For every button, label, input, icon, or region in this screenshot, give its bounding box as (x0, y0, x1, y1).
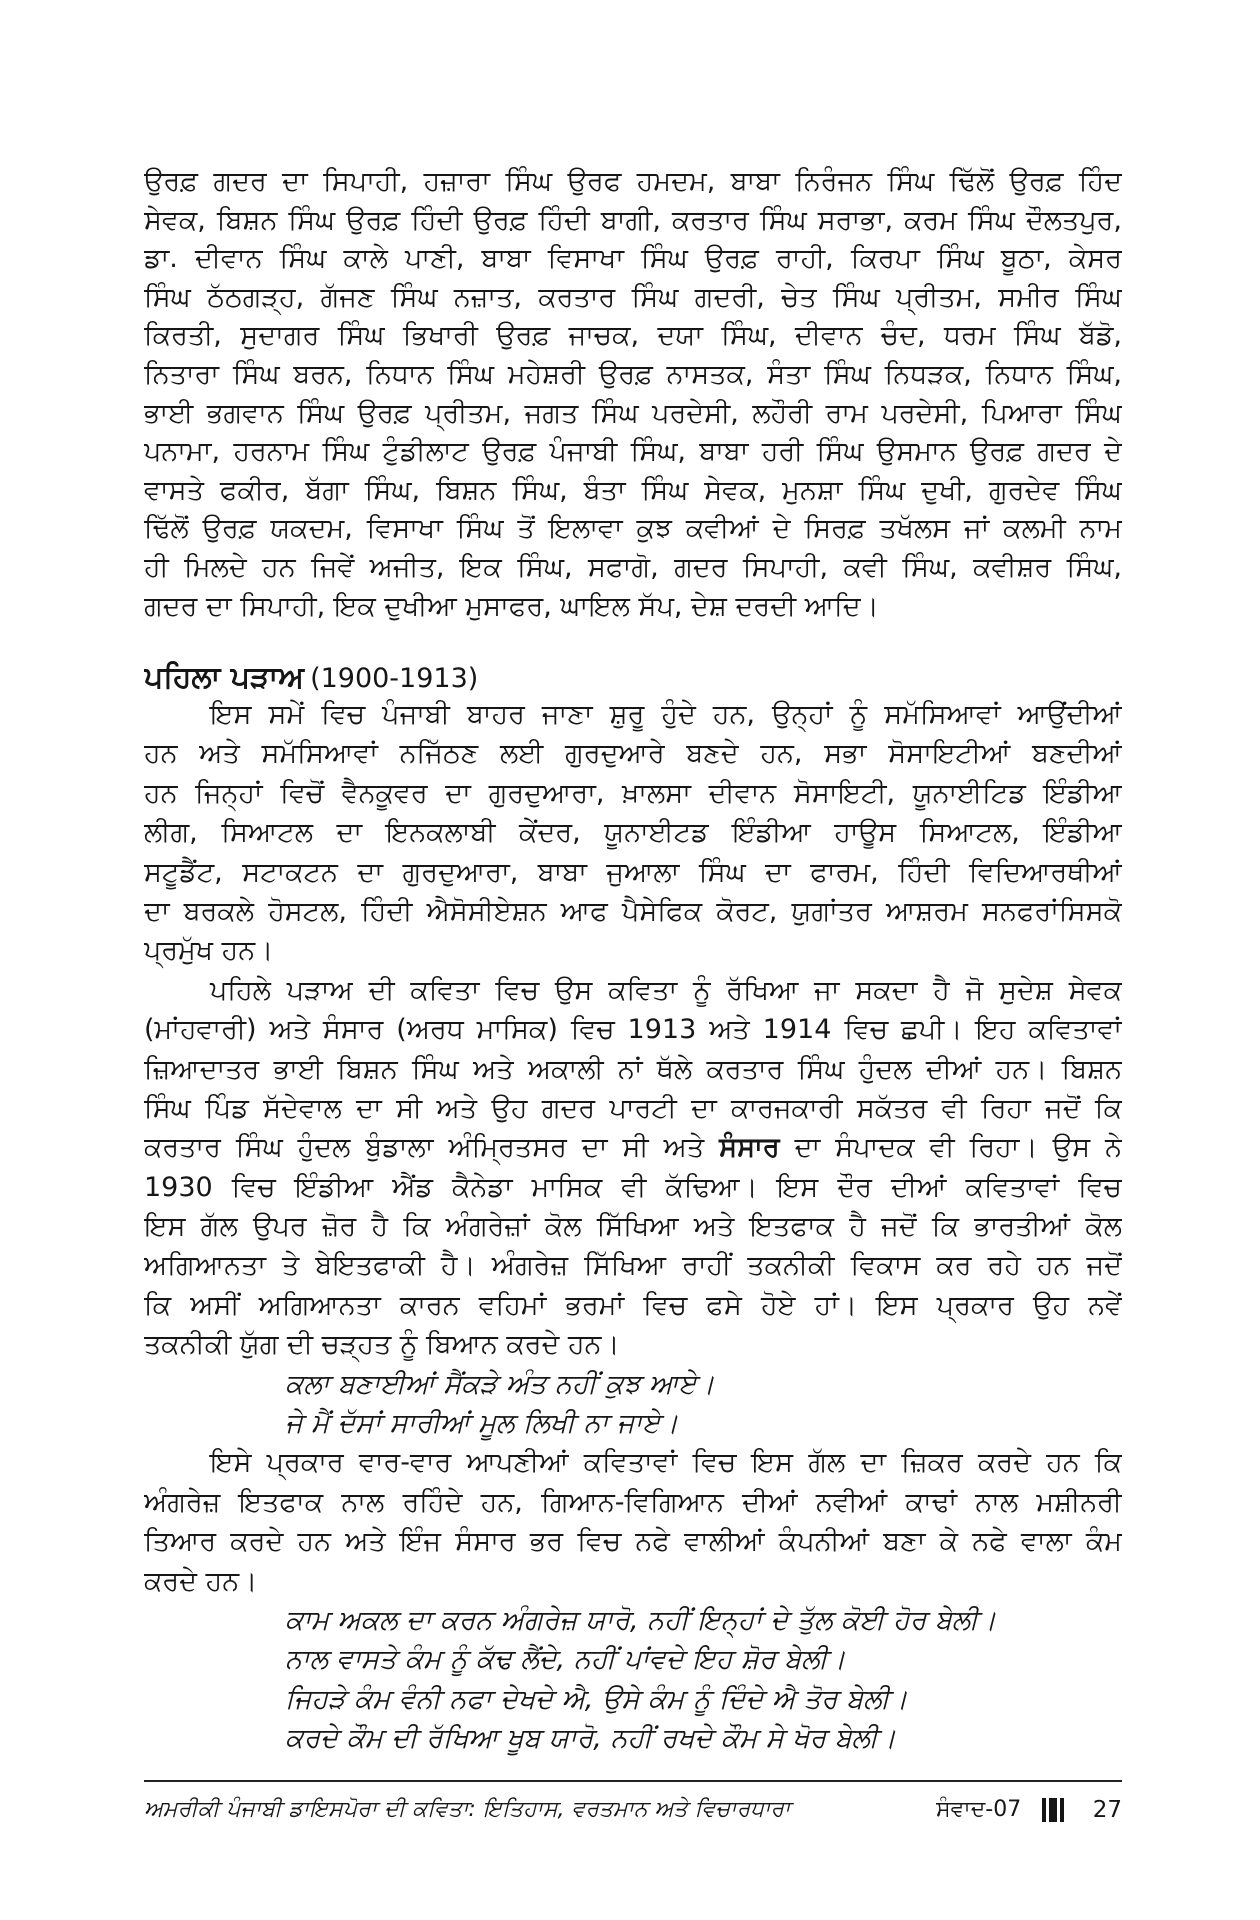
text-line: ਸਟੂਡੈਂਟ, ਸਟਾਕਟਨ ਦਾ ਗੁਰਦੁਆਰਾ, ਬਾਬਾ ਜੁਆਲਾ ਸਿੰਘ ਦਾ ਫਾਰਮ, ਹਿੰਦੀ ਵਿਦਿਆਰਥੀਆਂ (144, 856, 1122, 888)
running-title: ਅਮਰੀਕੀ ਪੰਜਾਬੀ ਡਾਇਸਪੋਰਾ ਦੀ ਕਵਿਤਾ: ਇਤਿਹਾਸ, ਵਰਤਮਾਨ ਅਤੇ ਵਿਚਾਰਧਾਰਾ (144, 1797, 791, 1822)
text-line: ਸਿੰਘ ਠੱਠਗੜ੍ਹ, ਗੱਜਣ ਸਿੰਘ ਨਜ਼ਾਤ, ਕਰਤਾਰ ਸਿੰਘ ਗਦਰੀ, ਚੇਤ ਸਿੰਘ ਪ੍ਰੀਤਮ, ਸਮੀਰ ਸਿੰਘ (144, 281, 1122, 313)
text-line: ਪਹਿਲੇ ਪੜਾਅ ਦੀ ਕਵਿਤਾ ਵਿਚ ਉਸ ਕਵਿਤਾ ਨੂੰ ਰੱਖਿਆ ਜਾ ਸਕਦਾ ਹੈ ਜੋ ਸੁਦੇਸ਼ ਸੇਵਕ (210, 974, 1122, 1006)
body-text (144, 695, 1122, 1759)
section-heading-title: ਪਹਿਲਾ ਪੜਾਅ (144, 661, 305, 695)
text-line: ਵਾਸਤੇ ਫਕੀਰ, ਬੱਗਾ ਸਿੰਘ, ਬਿਸ਼ਨ ਸਿੰਘ, ਬੰਤਾ ਸਿੰਘ ਸੇਵਕ, ਮੁਨਸ਼ਾ ਸਿੰਘ ਦੁਖੀ, ਗੁਰਦੇਵ ਸਿੰਘ (144, 474, 1122, 506)
vertical-bars-icon (1042, 1798, 1064, 1822)
text-line: ਕਿਰਤੀ, ਸੁਦਾਗਰ ਸਿੰਘ ਭਿਖਾਰੀ ਉਰਫ਼ ਜਾਚਕ, ਦਯਾ ਸਿੰਘ, ਦੀਵਾਨ ਚੰਦ, ਧਰਮ ਸਿੰਘ ਬੱਡੋ, (144, 320, 1122, 352)
paragraph (144, 163, 1122, 626)
text-line: ਦਾ ਬਰਕਲੇ ਹੋਸਟਲ, ਹਿੰਦੀ ਐਸੋਸੀਏਸ਼ਨ ਆਫ ਪੈਸੇਫਿਕ ਕੋਰਟ, ਯੁਗਾਂਤਰ ਆਸ਼ਰਮ ਸਨਫਰਾਂਸਿਸਕੋ (144, 895, 1122, 927)
verse-line: ਨਾਲ ਵਾਸਤੇ ਕੰਮ ਨੂੰ ਕੱਢ ਲੈਂਦੇ, ਨਹੀਂ ਪਾਂਵਦੇ ਇਹ ਸ਼ੋਰ ਬੇਲੀ। (285, 1644, 846, 1676)
verse-block (144, 1601, 1122, 1759)
text-line: (ਮਾਂਹਵਾਰੀ) ਅਤੇ ਸੰਸਾਰ (ਅਰਧ ਮਾਸਿਕ) ਵਿਚ 1913 ਅਤੇ 1914 ਵਿਚ ਛਪੀ। ਇਹ ਕਵਿਤਾਵਾਂ (144, 1014, 1122, 1046)
text-line: ਪ੍ਰਮੁੱਖ ਹਨ। (144, 935, 274, 967)
text-line: ਅਗਿਆਨਤਾ ਤੇ ਬੇਇਤਫਾਕੀ ਹੈ। ਅੰਗਰੇਜ਼ ਸਿੱਖਿਆ ਰਾਹੀਂ ਤਕਨੀਕੀ ਵਿਕਾਸ ਕਰ ਰਹੇ ਹਨ ਜਦੋਂ (144, 1250, 1122, 1282)
text-line: ਸਿੰਘ ਪਿੰਡ ਸੱਦੇਵਾਲ ਦਾ ਸੀ ਅਤੇ ਉਹ ਗਦਰ ਪਾਰਟੀ ਦਾ ਕਾਰਜਕਾਰੀ ਸਕੱਤਰ ਵੀ ਰਿਹਾ ਜਦੋਂ ਕਿ (144, 1092, 1122, 1124)
text-line: ਪਨਾਮਾ, ਹਰਨਾਮ ਸਿੰਘ ਟੁੰਡੀਲਾਟ ਉਰਫ਼ ਪੰਜਾਬੀ ਸਿੰਘ, ਬਾਬਾ ਹਰੀ ਸਿੰਘ ਉਸਮਾਨ ਉਰਫ਼ ਗਦਰ ਦੇ (144, 436, 1122, 468)
text-line: ਹਨ ਅਤੇ ਸਮੱਸਿਆਵਾਂ ਨਜਿੱਠਣ ਲਈ ਗੁਰਦੁਆਰੇ ਬਣਦੇ ਹਨ, ਸਭਾ ਸੋਸਾਇਟੀਆਂ ਬਣਦੀਆਂ (144, 738, 1122, 770)
verse-line: ਕਰਦੇ ਕੌਮ ਦੀ ਰੱਖਿਆ ਖੂਬ ਯਾਰੋ, ਨਹੀਂ ਰਖਦੇ ਕੌਮ ਸੇ ਖੋਰ ਬੇਲੀ। (285, 1723, 897, 1755)
section-heading (144, 661, 1122, 695)
text-line: ਹੀ ਮਿਲਦੇ ਹਨ ਜਿਵੇਂ ਅਜੀਤ, ਇਕ ਸਿੰਘ, ਸਫਾਗੋ, ਗਦਰ ਸਿਪਾਹੀ, ਕਵੀ ਸਿੰਘ, ਕਵੀਸ਼ਰ ਸਿੰਘ, (144, 551, 1122, 583)
text-line: ਕਿ ਅਸੀਂ ਅਗਿਆਨਤਾ ਕਾਰਨ ਵਹਿਮਾਂ ਭਰਮਾਂ ਵਿਚ ਫਸੇ ਹੋਏ ਹਾਂ। ਇਸ ਪ੍ਰਕਾਰ ਉਹ ਨਵੇਂ (144, 1289, 1122, 1321)
page-number: 27 (1092, 1797, 1122, 1823)
text-line: ਉਰਫ਼ ਗਦਰ ਦਾ ਸਿਪਾਹੀ, ਹਜ਼ਾਰਾ ਸਿੰਘ ਉਰਫ ਹਮਦਮ, ਬਾਬਾ ਨਿਰੰਜਨ ਸਿੰਘ ਢਿੱਲੋਂ ਉਰਫ਼ ਹਿੰਦ (144, 166, 1122, 197)
verse-line: ਕਾਮ ਅਕਲ ਦਾ ਕਰਨ ਅੰਗਰੇਜ਼ ਯਾਰੋ, ਨਹੀਂ ਇਨ੍ਹਾਂ ਦੇ ਤੁੱਲ ਕੋਈ ਹੋਰ ਬੇਲੀ। (285, 1604, 997, 1636)
text-segment: ਕਰਤਾਰ ਸਿੰਘ ਹੁੰਦਲ ਬੁੰਡਾਲਾ ਅੰਮ੍ਰਿਤਸਰ ਦਾ ਸੀ ਅਤੇ (144, 1132, 720, 1164)
paragraph (144, 695, 1122, 971)
text-line: ਭਾਈ ਭਗਵਾਨ ਸਿੰਘ ਉਰਫ਼ ਪ੍ਰੀਤਮ, ਜਗਤ ਸਿੰਘ ਪਰਦੇਸੀ, ਲਹੌਰੀ ਰਾਮ ਪਰਦੇਸੀ, ਪਿਆਰਾ ਸਿੰਘ (144, 397, 1122, 429)
paragraph (144, 971, 1122, 1365)
verse-line: ਜਿਹੜੇ ਕੰਮ ਵੰਨੀ ਨਫਾ ਦੇਖਦੇ ਐ, ਉਸੇ ਕੰਮ ਨੂੰ ਦਿੰਦੇ ਐ ਤੋਰ ਬੇਲੀ। (285, 1683, 908, 1715)
footer-divider (144, 1780, 1122, 1782)
text-line: ਇਸੇ ਪ੍ਰਕਾਰ ਵਾਰ-ਵਾਰ ਆਪਣੀਆਂ ਕਵਿਤਾਵਾਂ ਵਿਚ ਇਸ ਗੱਲ ਦਾ ਜ਼ਿਕਰ ਕਰਦੇ ਹਨ ਕਿ (210, 1447, 1122, 1479)
text-line: ਢਿੱਲੋਂ ਉਰਫ਼ ਯਕਦਮ, ਵਿਸਾਖਾ ਸਿੰਘ ਤੋਂ ਇਲਾਵਾ ਕੁਝ ਕਵੀਆਂ ਦੇ ਸਿਰਫ਼ ਤਖੱਲਸ ਜਾਂ ਕਲਮੀ ਨਾਮ (144, 513, 1122, 545)
text-line: ਸੇਵਕ, ਬਿਸ਼ਨ ਸਿੰਘ ਉਰਫ਼ ਹਿੰਦੀ ਉਰਫ਼ ਹਿੰਦੀ ਬਾਗੀ, ਕਰਤਾਰ ਸਿੰਘ ਸਰਾਭਾ, ਕਰਮ ਸਿੰਘ ਦੌਲਤਪੁਰ, (144, 204, 1122, 236)
text-line: ਕਰਦੇ ਹਨ। (144, 1565, 258, 1597)
text-line: ਜ਼ਿਆਦਾਤਰ ਭਾਈ ਬਿਸ਼ਨ ਸਿੰਘ ਅਤੇ ਅਕਾਲੀ ਨਾਂ ਥੱਲੇ ਕਰਤਾਰ ਸਿੰਘ ਹੁੰਦਲ ਦੀਆਂ ਹਨ। ਬਿਸ਼ਨ (144, 1053, 1122, 1085)
section-heading-years: (1900-1913) (310, 663, 479, 694)
text-segment: ਦਾ ਸੰਪਾਦਕ ਵੀ ਰਿਹਾ। ਉਸ ਨੇ (779, 1132, 1122, 1164)
text-line: 1930 ਵਿਚ ਇੰਡੀਆ ਐਂਡ ਕੈਨੇਡਾ ਮਾਸਿਕ ਵੀ ਕੱਢਿਆ। ਇਸ ਦੌਰ ਦੀਆਂ ਕਵਿਤਾਵਾਂ ਵਿਚ (144, 1171, 1122, 1203)
text-line: ਅੰਗਰੇਜ਼ ਇਤਫਾਕ ਨਾਲ ਰਹਿੰਦੇ ਹਨ, ਗਿਆਨ-ਵਿਗਿਆਨ ਦੀਆਂ ਨਵੀਆਂ ਕਾਢਾਂ ਨਾਲ ਮਸ਼ੀਨਰੀ (144, 1486, 1122, 1518)
text-line: ਇਸ ਸਮੇਂ ਵਿਚ ਪੰਜਾਬੀ ਬਾਹਰ ਜਾਣਾ ਸ਼ੁਰੂ ਹੁੰਦੇ ਹਨ, ਉਨ੍ਹਾਂ ਨੂੰ ਸਮੱਸਿਆਵਾਂ ਆਉਂਦੀਆਂ (210, 699, 1122, 730)
text-line: ਡਾ. ਦੀਵਾਨ ਸਿੰਘ ਕਾਲੇ ਪਾਣੀ, ਬਾਬਾ ਵਿਸਾਖਾ ਸਿੰਘ ਉਰਫ਼ ਰਾਹੀ, ਕਿਰਪਾ ਸਿੰਘ ਬੂਠਾ, ਕੇਸਰ (144, 243, 1122, 275)
verse-line: ਕਲਾ ਬਣਾਈਆਂ ਸੈਂਕੜੇ ਅੰਤ ਨਹੀਂ ਕੁਝ ਆਏ। (285, 1368, 715, 1400)
text-line: ਇਸ ਗੱਲ ਉਪਰ ਜ਼ੋਰ ਹੈ ਕਿ ਅੰਗਰੇਜ਼ਾਂ ਕੋਲ ਸਿੱਖਿਆ ਅਤੇ ਇਤਫਾਕ ਹੈ ਜਦੋਂ ਕਿ ਭਾਰਤੀਆਂ ਕੋਲ (144, 1211, 1122, 1243)
text-line: ਤਕਨੀਕੀ ਯੁੱਗ ਦੀ ਚੜ੍ਹਤ ਨੂੰ ਬਿਆਨ ਕਰਦੇ ਹਨ। (144, 1329, 620, 1361)
text-line: ਹਨ ਜਿਨ੍ਹਾਂ ਵਿਚੋਂ ਵੈਨਕੂਵਰ ਦਾ ਗੁਰਦੁਆਰਾ, ਖ਼ਾਲਸਾ ਦੀਵਾਨ ਸੋਸਾਇਟੀ, ਯੂਨਾਈਟਿਡ ਇੰਡੀਆ (144, 777, 1122, 809)
verse-line: ਜੇ ਮੈਂ ਦੱਸਾਂ ਸਾਰੀਆਂ ਮੂਲ ਲਿਖੀ ਨਾ ਜਾਏ। (285, 1408, 679, 1440)
journal-issue: ਸੰਵਾਦ-07 (936, 1797, 1022, 1822)
text-line: ਨਿਤਾਰਾ ਸਿੰਘ ਬਰਨ, ਨਿਧਾਨ ਸਿੰਘ ਮਹੇਸ਼ਰੀ ਉਰਫ਼ ਨਾਸਤਕ, ਸੰਤਾ ਸਿੰਘ ਨਿਧੜਕ, ਨਿਧਾਨ ਸਿੰਘ, (144, 358, 1122, 390)
paragraph (144, 1443, 1122, 1601)
text-line (144, 1128, 1122, 1167)
bold-term: ਸੰਸਾਰ (719, 1132, 780, 1164)
text-line: ਲੀਗ, ਸਿਆਟਲ ਦਾ ਇਨਕਲਾਬੀ ਕੇਂਦਰ, ਯੂਨਾਈਟਡ ਇੰਡੀਆ ਹਾਊਸ ਸਿਆਟਲ, ਇੰਡੀਆ (144, 817, 1122, 849)
verse-block (144, 1365, 1122, 1444)
text-line: ਤਿਆਰ ਕਰਦੇ ਹਨ ਅਤੇ ਇੰਜ ਸੰਸਾਰ ਭਰ ਵਿਚ ਨਫੇ ਵਾਲੀਆਂ ਕੰਪਨੀਆਂ ਬਣਾ ਕੇ ਨਫੇ ਵਾਲਾ ਕੰਮ (144, 1526, 1122, 1558)
text-line: ਗਦਰ ਦਾ ਸਿਪਾਹੀ, ਇਕ ਦੁਖੀਆ ਮੁਸਾਫਰ, ਘਾਇਲ ਸੱਪ, ਦੇਸ਼ ਦਰਦੀ ਆਦਿ। (144, 590, 879, 622)
